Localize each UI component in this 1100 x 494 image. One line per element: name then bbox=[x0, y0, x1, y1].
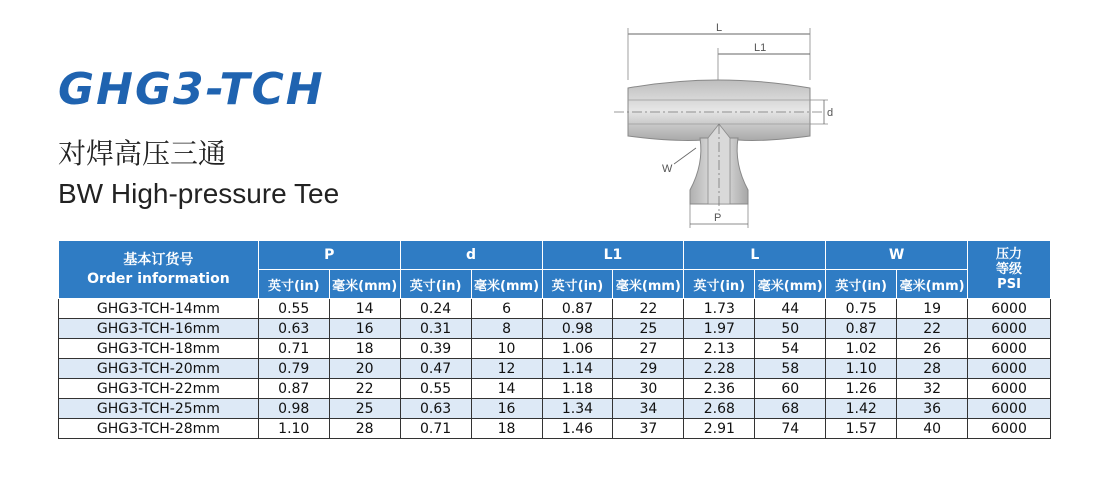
order-code-cell: GHG3-TCH-28mm bbox=[59, 419, 259, 439]
table-cell: 1.10 bbox=[258, 419, 329, 439]
pressure-unit: PSI bbox=[997, 277, 1021, 292]
dim-label-P: P bbox=[714, 212, 722, 224]
table-cell: 0.31 bbox=[400, 319, 471, 339]
table-cell: 18 bbox=[471, 419, 542, 439]
dim-label-W: W bbox=[662, 163, 673, 175]
table-row bbox=[59, 299, 1051, 319]
unit-mm-header: 毫米(mm) bbox=[471, 270, 542, 299]
table-cell: 0.87 bbox=[258, 379, 329, 399]
table-cell: 54 bbox=[755, 339, 826, 359]
table-cell: 1.06 bbox=[542, 339, 613, 359]
table-cell: 29 bbox=[613, 359, 684, 379]
table-cell: 34 bbox=[613, 399, 684, 419]
table-row bbox=[59, 399, 1051, 419]
group-header-d: d bbox=[400, 241, 542, 270]
spec-table bbox=[58, 240, 1051, 439]
model-title: GHG3-TCH bbox=[58, 64, 325, 115]
order-code-cell: GHG3-TCH-22mm bbox=[59, 379, 259, 399]
order-code-cell: GHG3-TCH-18mm bbox=[59, 339, 259, 359]
table-cell: 1.10 bbox=[826, 359, 897, 379]
order-info-cn: 基本订货号 bbox=[123, 251, 194, 268]
pressure-cn: 压力 bbox=[996, 247, 1023, 262]
table-cell: 0.98 bbox=[258, 399, 329, 419]
table-cell: 1.02 bbox=[826, 339, 897, 359]
table-cell: 50 bbox=[755, 319, 826, 339]
table-cell: 1.46 bbox=[542, 419, 613, 439]
table-cell: 2.91 bbox=[684, 419, 755, 439]
table-cell: 2.28 bbox=[684, 359, 755, 379]
unit-in-header: 英寸(in) bbox=[684, 270, 755, 299]
group-header-L: L bbox=[684, 241, 826, 270]
tee-dimension-diagram bbox=[604, 14, 844, 234]
pressure-header bbox=[968, 241, 1051, 299]
table-cell: 0.75 bbox=[826, 299, 897, 319]
table-cell: 6000 bbox=[968, 359, 1051, 379]
table-row bbox=[59, 319, 1051, 339]
table-cell: 0.98 bbox=[542, 319, 613, 339]
table-cell: 0.39 bbox=[400, 339, 471, 359]
order-code-cell: GHG3-TCH-25mm bbox=[59, 399, 259, 419]
table-cell: 25 bbox=[613, 319, 684, 339]
table-cell: 25 bbox=[329, 399, 400, 419]
table-cell: 28 bbox=[897, 359, 968, 379]
order-code-cell: GHG3-TCH-16mm bbox=[59, 319, 259, 339]
table-cell: 12 bbox=[471, 359, 542, 379]
table-cell: 1.97 bbox=[684, 319, 755, 339]
order-code-cell: GHG3-TCH-14mm bbox=[59, 299, 259, 319]
table-cell: 26 bbox=[897, 339, 968, 359]
table-cell: 0.55 bbox=[400, 379, 471, 399]
table-cell: 58 bbox=[755, 359, 826, 379]
unit-mm-header: 毫米(mm) bbox=[329, 270, 400, 299]
table-cell: 6000 bbox=[968, 299, 1051, 319]
unit-in-header: 英寸(in) bbox=[542, 270, 613, 299]
table-cell: 0.87 bbox=[542, 299, 613, 319]
table-cell: 2.13 bbox=[684, 339, 755, 359]
table-cell: 16 bbox=[471, 399, 542, 419]
table-cell: 6000 bbox=[968, 379, 1051, 399]
table-cell: 14 bbox=[329, 299, 400, 319]
table-cell: 0.71 bbox=[258, 339, 329, 359]
table-cell: 22 bbox=[897, 319, 968, 339]
table-cell: 0.55 bbox=[258, 299, 329, 319]
table-cell: 2.68 bbox=[684, 399, 755, 419]
table-cell: 28 bbox=[329, 419, 400, 439]
table-cell: 0.47 bbox=[400, 359, 471, 379]
table-cell: 22 bbox=[613, 299, 684, 319]
table-cell: 44 bbox=[755, 299, 826, 319]
table-cell: 1.42 bbox=[826, 399, 897, 419]
table-cell: 1.14 bbox=[542, 359, 613, 379]
table-cell: 14 bbox=[471, 379, 542, 399]
table-cell: 16 bbox=[329, 319, 400, 339]
table-cell: 37 bbox=[613, 419, 684, 439]
table-cell: 0.87 bbox=[826, 319, 897, 339]
table-cell: 6000 bbox=[968, 319, 1051, 339]
spec-table-body bbox=[59, 299, 1051, 439]
table-cell: 6 bbox=[471, 299, 542, 319]
unit-in-header: 英寸(in) bbox=[826, 270, 897, 299]
table-cell: 40 bbox=[897, 419, 968, 439]
group-header-L1: L1 bbox=[542, 241, 684, 270]
table-row bbox=[59, 379, 1051, 399]
table-cell: 20 bbox=[329, 359, 400, 379]
table-cell: 68 bbox=[755, 399, 826, 419]
order-code-cell: GHG3-TCH-20mm bbox=[59, 359, 259, 379]
table-cell: 19 bbox=[897, 299, 968, 319]
table-cell: 2.36 bbox=[684, 379, 755, 399]
unit-in-header: 英寸(in) bbox=[258, 270, 329, 299]
product-name-cn: 对焊高压三通 bbox=[58, 137, 227, 170]
table-cell: 18 bbox=[329, 339, 400, 359]
table-cell: 0.79 bbox=[258, 359, 329, 379]
table-cell: 30 bbox=[613, 379, 684, 399]
table-cell: 0.63 bbox=[258, 319, 329, 339]
table-cell: 0.63 bbox=[400, 399, 471, 419]
order-info-en: Order information bbox=[87, 270, 230, 287]
unit-in-header: 英寸(in) bbox=[400, 270, 471, 299]
table-cell: 1.18 bbox=[542, 379, 613, 399]
table-cell: 10 bbox=[471, 339, 542, 359]
product-name-en: BW High-pressure Tee bbox=[58, 178, 340, 209]
table-cell: 6000 bbox=[968, 419, 1051, 439]
order-info-header bbox=[59, 241, 259, 299]
table-cell: 60 bbox=[755, 379, 826, 399]
table-cell: 27 bbox=[613, 339, 684, 359]
table-cell: 32 bbox=[897, 379, 968, 399]
group-header-W: W bbox=[826, 241, 968, 270]
unit-mm-header: 毫米(mm) bbox=[897, 270, 968, 299]
dim-label-d: d bbox=[827, 107, 834, 119]
table-cell: 22 bbox=[329, 379, 400, 399]
table-row bbox=[59, 359, 1051, 379]
table-cell: 8 bbox=[471, 319, 542, 339]
table-cell: 1.73 bbox=[684, 299, 755, 319]
table-cell: 1.26 bbox=[826, 379, 897, 399]
table-row bbox=[59, 339, 1051, 359]
table-cell: 1.34 bbox=[542, 399, 613, 419]
group-header-P: P bbox=[258, 241, 400, 270]
unit-mm-header: 毫米(mm) bbox=[613, 270, 684, 299]
table-cell: 74 bbox=[755, 419, 826, 439]
table-cell: 1.57 bbox=[826, 419, 897, 439]
table-cell: 0.24 bbox=[400, 299, 471, 319]
unit-mm-header: 毫米(mm) bbox=[755, 270, 826, 299]
table-row bbox=[59, 419, 1051, 439]
table-cell: 36 bbox=[897, 399, 968, 419]
table-cell: 6000 bbox=[968, 399, 1051, 419]
dim-label-L1: L1 bbox=[754, 42, 767, 54]
table-cell: 6000 bbox=[968, 339, 1051, 359]
dim-label-L: L bbox=[716, 22, 723, 34]
table-cell: 0.71 bbox=[400, 419, 471, 439]
pressure-cn2: 等级 bbox=[996, 262, 1023, 277]
